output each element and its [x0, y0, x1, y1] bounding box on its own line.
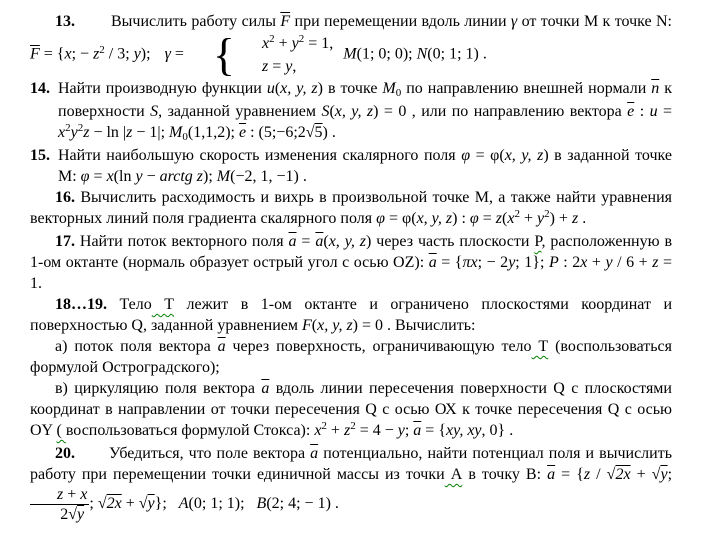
text-run: √	[305, 124, 315, 141]
text-run: .	[578, 210, 587, 227]
text-run: πx	[462, 254, 478, 271]
text-run: вдоль линии пересечения поверхности Q с плоскостями координат в направлении от точки пересечения Q с осью ОХ к точке пересечения Q с осью ОY	[30, 380, 672, 439]
text-run: =	[657, 103, 673, 120]
text-run: (0; 1; 1);	[188, 495, 249, 513]
text-run: : (5;−6;2	[246, 124, 306, 141]
text-run: √	[97, 495, 107, 513]
text-run: +	[519, 210, 537, 227]
problem-18-19-item-a	[30, 336, 672, 378]
text-run: xy, xy	[446, 422, 482, 439]
problem-14-number	[30, 78, 50, 99]
text-run: γ	[510, 13, 518, 30]
fraction-numerator	[30, 485, 89, 505]
text-run: =	[170, 45, 188, 63]
text-run: = {	[436, 254, 463, 271]
text-run: ) в заданной точке М:	[58, 147, 673, 185]
problem-15-number	[30, 145, 50, 166]
text-run: $\overline{a}$	[547, 466, 556, 483]
text-run: y	[147, 495, 155, 513]
text-run: ) в точке	[317, 80, 383, 97]
text-run: S	[321, 103, 330, 120]
text-run: ) .	[322, 124, 336, 141]
text-run: P	[534, 233, 542, 250]
text-run: y	[135, 168, 143, 185]
text-run: z	[262, 57, 269, 75]
text-run: x	[64, 45, 72, 63]
text-run: x	[314, 422, 322, 439]
text-run: $\overline{a}$	[217, 338, 226, 355]
text-run: √	[138, 495, 148, 513]
text-run: +	[587, 254, 606, 271]
text-run: x, y, z	[317, 317, 353, 334]
text-run: M	[343, 45, 357, 63]
text-run: (	[311, 317, 318, 334]
text-run: z	[343, 422, 351, 439]
text-run: =	[268, 57, 286, 75]
text-run: $\overline{a}$	[310, 445, 319, 462]
text-run: (	[323, 233, 329, 250]
text-run: Убедиться, что поле вектора	[109, 445, 311, 462]
text-run: x, y, z	[416, 210, 453, 227]
fraction	[30, 485, 89, 524]
text-run: 18…19.	[55, 296, 107, 313]
text-run: B	[256, 495, 267, 513]
text-run: от точки М к точке N:	[517, 13, 672, 30]
text-run: y	[605, 254, 613, 271]
equation-system	[188, 29, 334, 80]
text-run: 15.	[30, 147, 50, 164]
text-run: 13.	[55, 13, 75, 30]
text-run: 2	[269, 32, 275, 45]
text-run: z	[652, 254, 659, 271]
text-run: x	[106, 168, 114, 185]
text-run: (	[502, 210, 508, 227]
text-run: а) поток поля вектора	[55, 338, 218, 355]
text-run: Найти поток векторного поля	[75, 233, 289, 250]
text-run: лежит в 1-ом октанте и ограничено плоскостями координат и поверхностью Q, заданной уравнением	[30, 296, 673, 334]
text-run: :	[634, 103, 650, 120]
text-run: $\overline{e}$	[238, 124, 247, 141]
text-run: , 0} .	[481, 422, 514, 439]
text-run: ; − 2	[477, 254, 509, 271]
text-run: 2	[77, 122, 84, 134]
text-run: A	[178, 495, 189, 513]
problem-18-19	[30, 294, 672, 336]
text-run: z	[583, 466, 591, 483]
fraction-denominator	[30, 505, 89, 524]
text-run: $\overline{a}$	[413, 422, 422, 439]
problem-17	[30, 231, 672, 294]
text-run: = 4 −	[355, 422, 398, 439]
text-run: γ	[164, 45, 171, 63]
text-run: Тело	[107, 296, 152, 313]
text-run: при перемещении вдоль линии	[290, 13, 511, 30]
text-run: (	[56, 422, 66, 439]
text-run: потенциально, найти потенциал поля и вычислить работу при перемещении точки единичной массы из точки	[30, 445, 673, 483]
text-run: z	[495, 210, 503, 227]
text-run: Вычислить работу силы	[111, 13, 281, 30]
text-run: ) = 0 . Вычислить:	[352, 317, 476, 334]
text-run: 2x	[615, 466, 631, 483]
text-run: ) через часть плоскости	[366, 233, 535, 250]
text-run: z	[83, 124, 90, 141]
text-run: arctg z	[159, 168, 203, 185]
text-run: (воспользоваться формулой Остроградского);	[30, 338, 673, 376]
text-run: (	[274, 80, 281, 97]
text-run: −	[142, 168, 160, 185]
text-run: φ	[469, 210, 479, 227]
text-run: ,	[292, 57, 297, 75]
equation-row	[237, 56, 333, 78]
text-run: (2; 4; − 1) .	[266, 495, 339, 513]
text-run: M	[382, 80, 396, 97]
text-run: φ	[461, 147, 471, 164]
problem-13	[30, 11, 672, 78]
text-run: по направлению внешней нормали	[401, 80, 652, 97]
text-run: (−2, 1, −1) .	[230, 168, 307, 185]
text-run: x, y, z	[334, 103, 374, 120]
text-run: 2	[514, 208, 520, 220]
text-run: +	[121, 495, 139, 513]
text-run: / 3;	[104, 45, 134, 63]
problem-20	[30, 443, 672, 524]
text-run: φ	[376, 210, 385, 227]
text-run: y	[70, 124, 78, 141]
text-run: = {	[555, 466, 584, 483]
text-run: √	[606, 466, 616, 483]
text-run: $\overline{a}$	[261, 380, 270, 397]
text-run: воспользоваться формулой Стокса):	[65, 422, 315, 439]
text-run: $\overline{e}$	[627, 103, 635, 120]
text-run: 20.	[55, 445, 75, 462]
text-run: z	[571, 210, 579, 227]
text-run: x	[58, 124, 66, 141]
text-run: (0; 1; 1) .	[427, 45, 487, 63]
text-run: =	[478, 210, 496, 227]
text-run: Найти производную функции	[58, 80, 267, 97]
text-run: = 1.	[30, 254, 673, 292]
text-run: x	[80, 486, 88, 503]
text-run: $\overline{n}$	[651, 80, 660, 97]
text-run: , заданной уравнением	[158, 103, 322, 120]
text-run: φ	[80, 168, 90, 185]
text-run: − 1|;	[132, 124, 170, 141]
text-run: 2	[321, 420, 327, 432]
text-run: x, y, z	[504, 147, 544, 164]
text-run: 14.	[30, 80, 50, 97]
text-run: Найти наибольшую скорость изменения скалярного поля	[58, 147, 462, 164]
text-run: √	[68, 506, 78, 523]
text-run: y	[397, 422, 405, 439]
text-run: : 2	[558, 254, 581, 271]
text-run: А	[444, 466, 463, 483]
text-run: u	[266, 80, 275, 97]
text-run: ) :	[452, 210, 470, 227]
text-run: P	[548, 254, 559, 271]
text-run: 2	[544, 208, 550, 220]
text-run: y	[536, 210, 545, 227]
text-run: y	[285, 57, 293, 75]
text-run: +	[326, 422, 344, 439]
problem-16	[30, 187, 672, 231]
text-run: y	[660, 466, 668, 483]
text-run: 2	[65, 122, 71, 134]
text-run: z	[93, 45, 100, 63]
text-run: y	[77, 506, 85, 523]
text-run: , расположенную в 1-ом октанте (нормаль образует острый угол с осью OZ):	[30, 233, 673, 271]
text-run: 2	[350, 420, 356, 432]
problem-14	[30, 78, 672, 145]
text-run: y	[291, 34, 299, 52]
text-run: M	[216, 168, 231, 185]
text-run: ) +	[549, 210, 572, 227]
text-run: x	[262, 34, 270, 52]
text-run: (	[329, 103, 335, 120]
text-run: $\overline{a}$	[288, 233, 297, 250]
text-run: z	[57, 486, 64, 503]
text-run: (1; 0; 0);	[356, 45, 417, 63]
text-run: ; −	[71, 45, 94, 63]
text-run: $\overline{F}$	[280, 13, 291, 30]
text-run: ;	[667, 466, 673, 483]
text-run: = φ(	[470, 147, 505, 164]
text-run: 0	[182, 131, 188, 143]
text-run: 16.	[55, 189, 75, 206]
text-run: √	[651, 466, 661, 483]
text-run: x, y, z	[280, 80, 318, 97]
text-run: = {	[39, 45, 65, 63]
text-run: = 1,	[304, 34, 334, 52]
text-run: =	[89, 168, 107, 185]
text-run: );	[140, 45, 155, 63]
text-run: 2	[60, 506, 69, 523]
text-run: через поверхность, ограничивающую тело	[225, 338, 532, 355]
text-run: S	[150, 103, 159, 120]
text-run: $\overline{a}$	[428, 254, 437, 271]
text-run: +	[274, 34, 292, 52]
equation-row	[237, 33, 333, 56]
text-run: 5	[314, 124, 323, 141]
text-run: +	[63, 486, 81, 503]
text-run: +	[630, 466, 652, 483]
text-run: в) циркуляцию поля вектора	[55, 380, 262, 397]
text-run: x, y, z	[328, 233, 367, 250]
text-run: 2x	[106, 495, 122, 513]
text-run: ;	[89, 495, 98, 513]
text-run: в точку В:	[462, 466, 548, 483]
text-run: Т	[151, 296, 175, 313]
text-run: u	[649, 103, 658, 120]
text-run: ) = 0 , или по направлению вектора	[373, 103, 628, 120]
text-run: − ln |	[89, 124, 127, 141]
text-run: =	[296, 233, 316, 250]
text-run: 0	[395, 87, 402, 99]
text-run: y	[508, 254, 516, 271]
text-run: z	[126, 124, 133, 141]
text-run: / 6 +	[612, 254, 653, 271]
text-run: 2	[99, 43, 105, 56]
text-run: $\overline{F}$	[30, 45, 40, 63]
text-run: = φ(	[384, 210, 417, 227]
left-brace: {	[212, 29, 236, 80]
text-run: 2	[298, 32, 305, 45]
text-run: M	[169, 124, 183, 141]
text-run: ; 1};	[515, 254, 549, 271]
text-run: (ln	[113, 168, 136, 185]
problem-15	[30, 145, 672, 187]
text-run: Вычислить расходимость и вихрь в произвольной точке М, а также найти уравнения векторных линий поля градиента скалярного поля	[30, 189, 672, 227]
text-run: ;	[404, 422, 414, 439]
equation-system-rows	[237, 33, 333, 78]
text-run: к поверхности	[58, 80, 673, 120]
text-run: };	[154, 495, 171, 513]
text-run: = {	[421, 422, 446, 439]
text-run: 17.	[55, 233, 75, 250]
text-run: N	[416, 45, 428, 63]
text-run: );	[203, 168, 217, 185]
text-run: /	[590, 466, 607, 483]
text-run: x	[580, 254, 588, 271]
text-run: F	[302, 317, 312, 334]
text-run: y	[133, 45, 141, 63]
problem-18-19-item-v	[30, 378, 672, 443]
text-run: (1,1,2);	[187, 124, 239, 141]
text-run: $\overline{a}$	[315, 233, 324, 250]
text-run: x	[507, 210, 515, 227]
text-run: Т	[531, 338, 549, 355]
